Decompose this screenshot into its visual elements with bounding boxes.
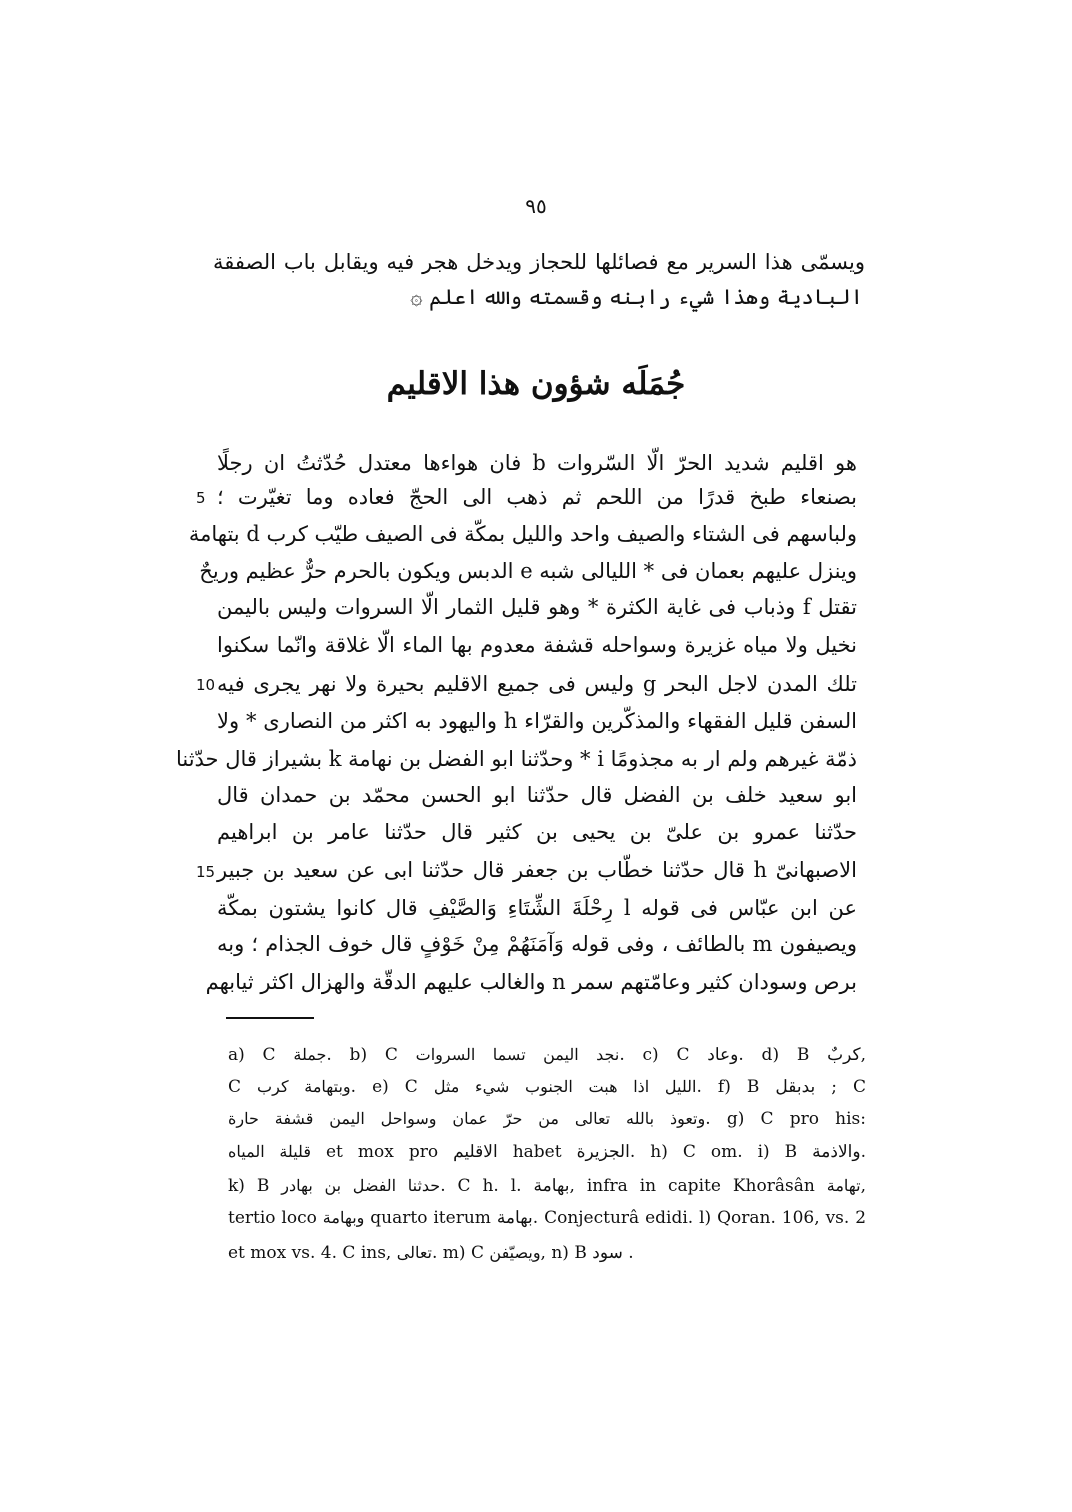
body-line: ابو سعيد خلف بن الفضل قال حدّثنا ابو الحسن محمّد بن حمدان قال [217, 783, 857, 807]
footnote-line: وتعوذ بالله تعالى من حرّ عمان وسواحل اليمن قشفة حارة. g) C pro his: [228, 1109, 867, 1129]
footnote-line: k) B حدثنا الفضل بن بهادر. C h. l. بهامة, infra in capite Khorâsân تهامة, [228, 1176, 866, 1196]
line-number: 10 [196, 676, 216, 694]
footnote-line: tertio loco وبهامة quarto iterum بهامة. Conjecturâ edidi. l) Qoran. 106, vs. 2 [228, 1208, 867, 1228]
footnote-line: قليلة المياه et mox pro الاقليم habet الجزيرة. h) C om. i) B والاذمة. [228, 1142, 866, 1162]
intro-line: البادية وهذا شيء رابنه وقسمته والله اعلم ۞ [410, 285, 863, 309]
body-line: نخيل ولا مياه غزيرة وسواحله قشفة معدوم بها الماء الّا غلاقة وانّما سكنوا [217, 633, 857, 657]
line-number: 5 [196, 489, 206, 507]
body-line: ذمّة غيرهم ولم ار به مجذومًا i * وحدّثنا ابو الفضل بن نهامة k بشيراز قال حدّثنا [175, 747, 857, 771]
body-line: السفن قليل الفقهاء والمذكّرين والقرّاء h واليهود به اكثر من النصارى * ولا [217, 709, 857, 733]
body-line: حدّثنا عمرو بن علىّ بن يحيى بن كثير قال حدّثنا عامر بن ابراهيم [217, 820, 857, 844]
line-number: 15 [196, 863, 216, 881]
intro-line: ويسمّى هذا السرير مع فصائلها للحجاز ويدخل هجر فيه ويقابل باب الصفقة [213, 250, 865, 274]
body-line: برص وسودان كثير وعامّتهم سمر n والغالب عليهم الدقّة والهزال اكثر ثيابهم [205, 970, 857, 994]
body-line: عن ابن عبّاس فى قوله l رِحْلَةَ الشِّتَاءِ وَالصَّيْفِ قال كانوا يشتون بمكّة [217, 896, 858, 920]
footnote-line: a) C جملة. b) C نجد اليمن تسما السروات. c) C وعاد. d) B كربٌ, [228, 1045, 867, 1065]
section-heading: جُمَلَه شؤون هذا الاقليم [386, 366, 686, 402]
body-line: هو اقليم شديد الحرّ الّا السّروات b فان هواءها معتدل حُدّثتُ ان رجلًا [217, 451, 857, 475]
footnote-divider [226, 1017, 314, 1019]
body-line: تلك المدن لاجل البحر g وليس فى جميع الاقليم بحيرة ولا نهر يجرى فيه [217, 672, 857, 696]
body-line: ويصيفون m بالطائف ، وفى قوله وَآمَنَهُمْ مِنْ خَوْفٍ قال خوف الجذام ؛ وبه [217, 932, 857, 956]
body-line: وينزل عليهم بعمان فى * الليالى شبه e الدبس ويكون بالحرم حرٌّ عظيم وريحٌ [199, 559, 857, 583]
footnote-line: C وبتهامة كرب. e) C الليل اذا هبت الجنوب شيء مثل. f) B بدبقل ; C [228, 1077, 867, 1097]
body-line: تقتل f وذباب فى غاية الكثرة * وهو قليل الثمار الّا السروات وليس باليمن [217, 595, 857, 619]
body-line: بصنعاء طبخ قدرًا من اللحم ثم ذهب الى الحجّ فعاده وما تغيّرت ؛ [217, 485, 857, 509]
footnote-line: et mox vs. 4. C ins, تعالى. m) C ويصيّفن, n) B سود . [228, 1243, 634, 1263]
page-number: ٩٥ [525, 194, 547, 218]
body-line: الاصبهانىّ h قال حدّثنا خطّاب بن جعفر قال حدّثنا ابى عن سعيد بن جبير [217, 858, 857, 882]
body-line: ولباسهم فى الشتاء والصيف واحد والليل بمكّة فى الصيف طيّب كرب d بتهامة [188, 522, 857, 546]
